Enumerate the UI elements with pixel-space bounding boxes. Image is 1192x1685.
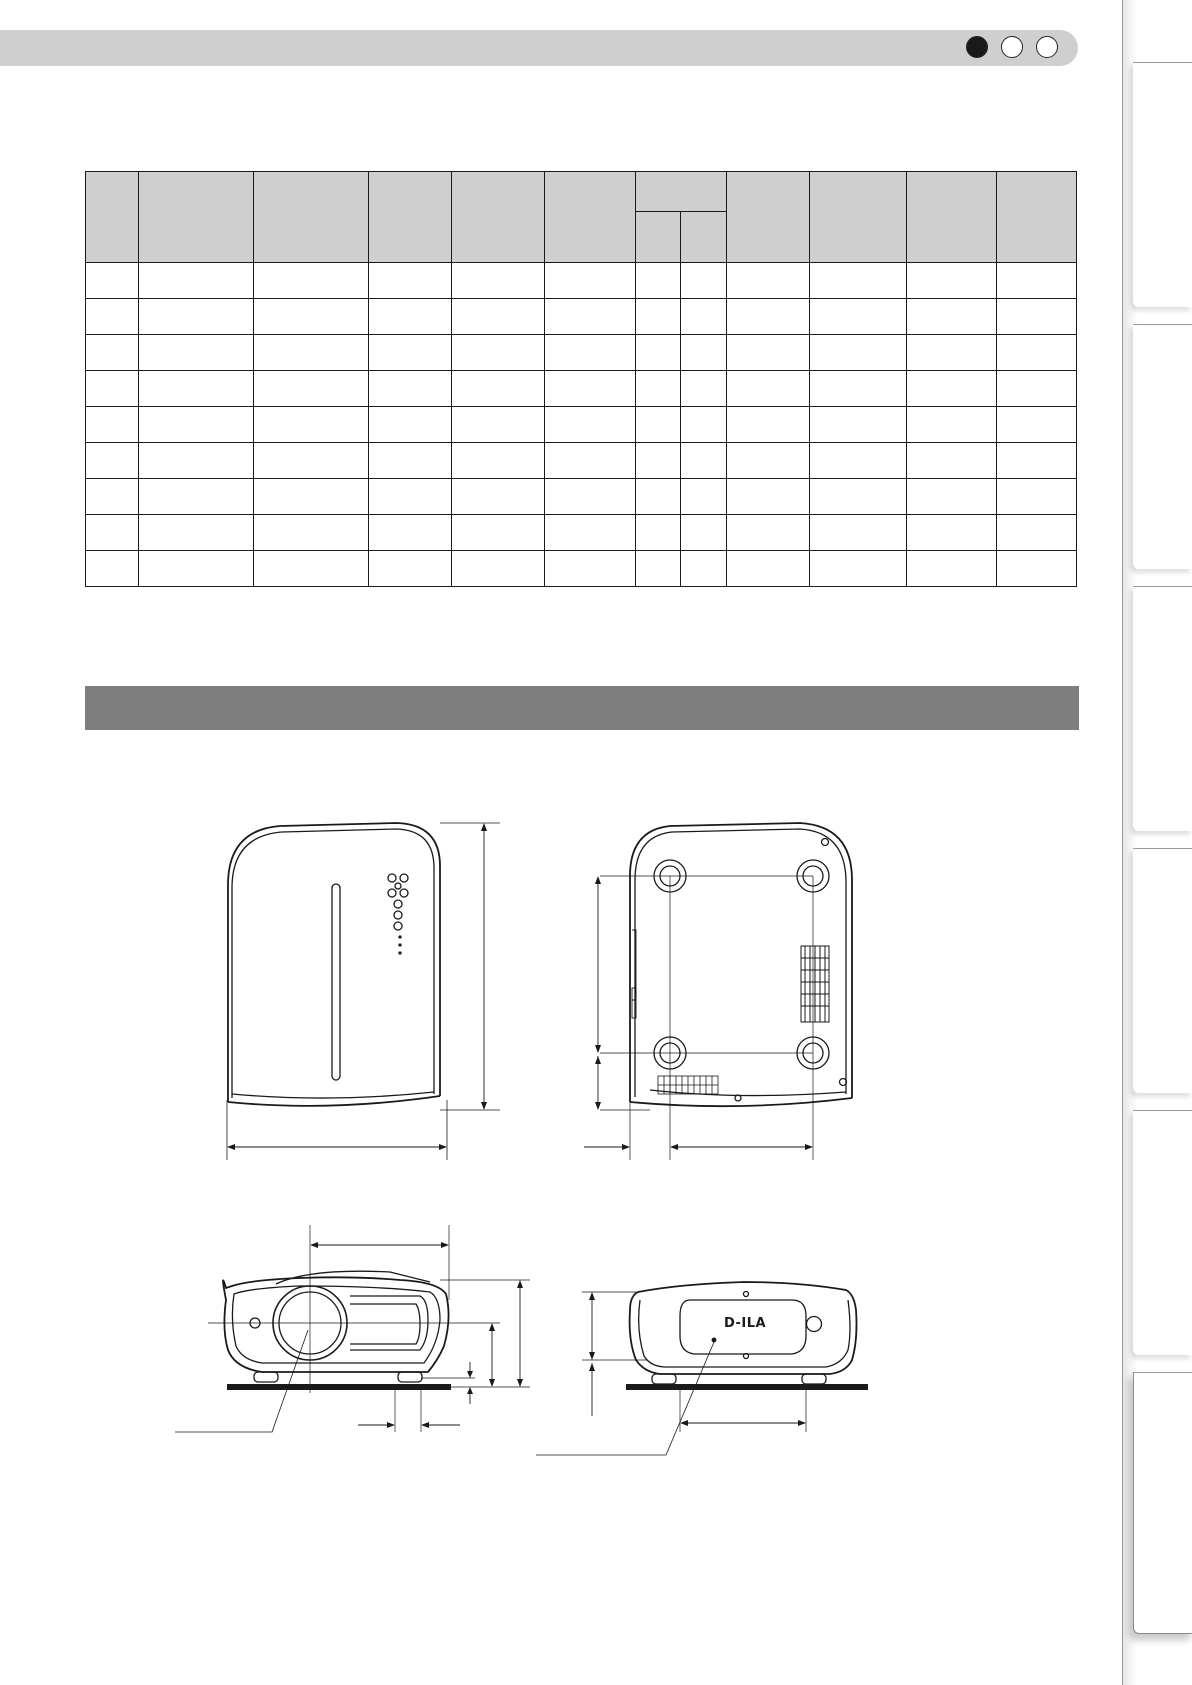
d-ila-logo: D-ILA <box>723 1316 767 1331</box>
front-view-drawing <box>175 1225 530 1432</box>
top-view-drawing <box>227 823 500 1160</box>
rear-view-drawing <box>536 1282 868 1455</box>
bottom-view-drawing <box>584 823 852 1160</box>
